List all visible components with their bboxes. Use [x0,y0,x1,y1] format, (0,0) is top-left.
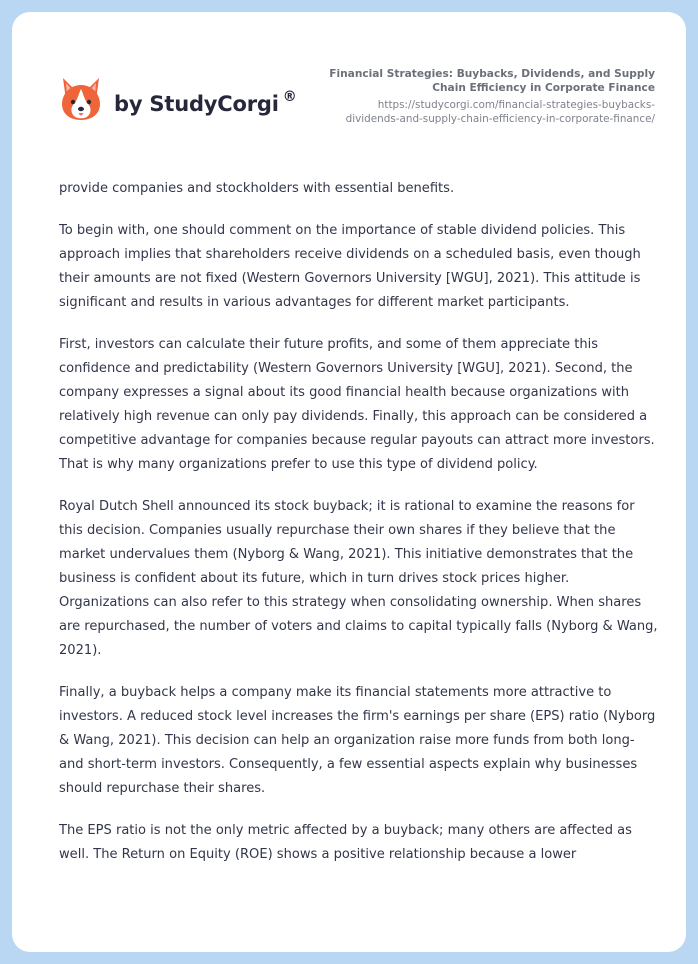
document-page [12,12,686,952]
brand-name: by StudyCorgi ® [114,88,297,116]
paragraph: provide companies and stockholders with essential benefits. [59,181,455,196]
paragraph: The EPS ratio is not the only metric affected by a buyback; many others are affected as well. The Return on Equity (ROE) shows a positive relationship because a lower [59,823,632,862]
document-header [282,67,655,126]
paragraph: Finally, a buyback helps a company make its financial statements more attractive to investors. A reduced stock level increases the firm's earnings per share (EPS) ratio (Nyborg & Wang, 2021). This decision can help an organization raise more funds from both long- and short-term investors. Consequently, a few essential aspects explain why businesses should repurchase their shares. [59,685,656,796]
paragraph: Royal Dutch Shell announced its stock buyback; it is rational to examine the reasons for this decision. Companies usually repurchase their own shares if they believe that the market undervalues them (Nyborg & Wang, 2021). This initiative demonstrates that the business is confident about its future, which in turn drives stock prices higher. Organizations can also refer to this strategy when consolidating ownership. When shares are repurchased, the number of voters and claims to capital typically falls (Nyborg & Wang, 2021). [59,499,658,658]
corgi-icon [60,76,102,122]
document-title [285,67,655,95]
paragraph: To begin with, one should comment on the importance of stable dividend policies. This approach implies that shareholders receive dividends on a scheduled basis, even though their amounts are not fixed (Western Governors University [WGU], 2021). This attitude is significant and results in various advantages for different market participants. [59,223,641,310]
paragraph: First, investors can calculate their future profits, and some of them appreciate this confidence and predictability (Western Governors University [WGU], 2021). Second, the company expresses a signal about its good financial health because organizations with relatively high revenue can only pay dividends. Finally, this approach can be considered a competitive advantage for companies because regular payouts can attract more investors. That is why many organizations prefer to use this type of dividend policy. [59,337,655,472]
document-title-line-1: Financial Strategies: Buybacks, Dividends, and Supply [329,68,655,80]
studycorgi-logo[interactable] [60,76,297,122]
document-title-line-2: Chain Efficiency in Corporate Finance [432,82,655,94]
document-url[interactable] [285,98,655,126]
document-body [59,177,659,885]
registered-mark: ® [282,88,297,105]
document-url-line-2[interactable]: dividends-and-supply-chain-efficiency-in-corporate-finance/ [345,113,655,125]
document-url-line-1[interactable]: https://studycorgi.com/financial-strategies-buybacks- [377,99,655,111]
